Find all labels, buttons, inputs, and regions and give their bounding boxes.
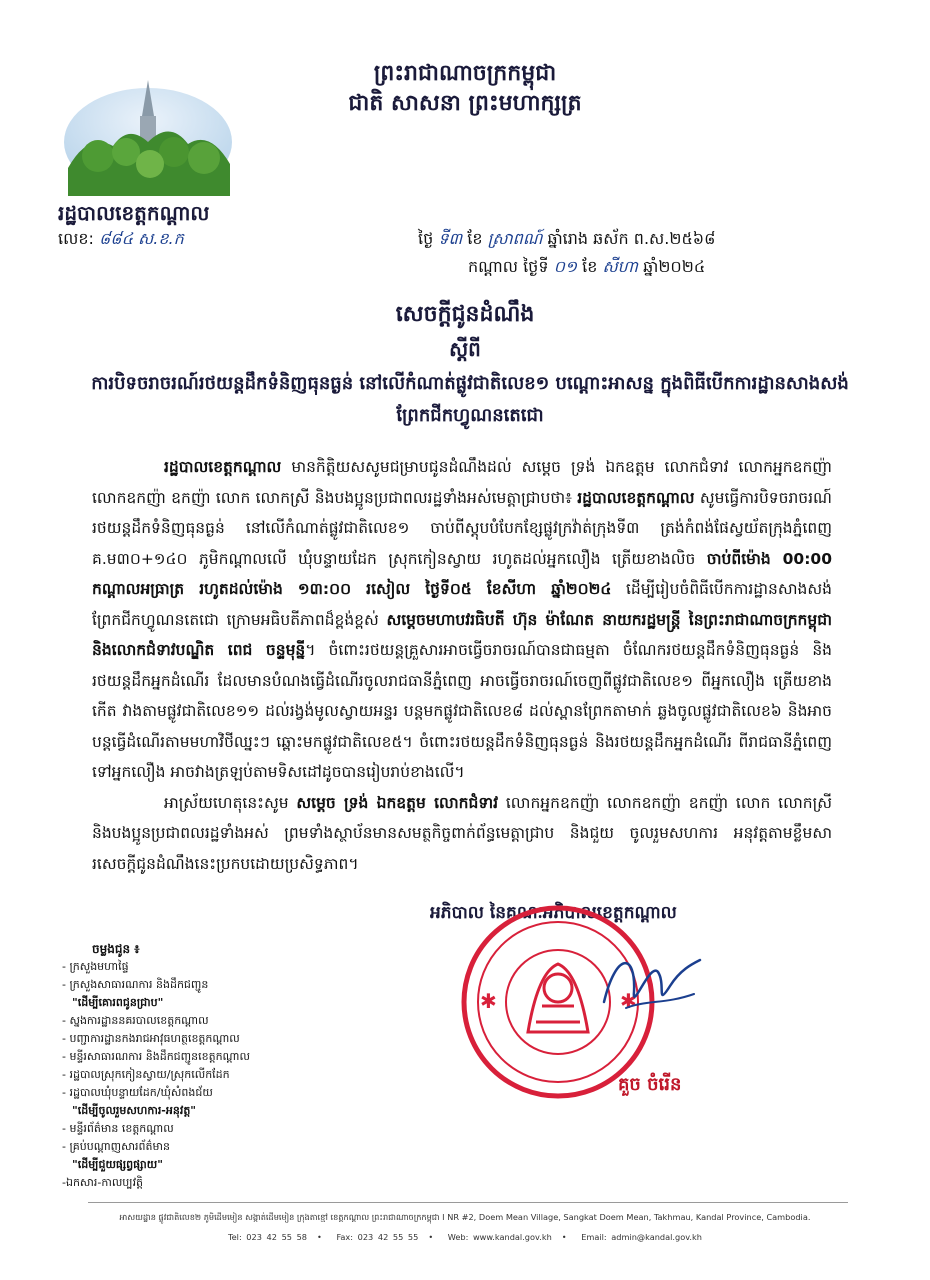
lunar-day-value: ទី៣ [438,229,463,248]
footer-address: អាសយដ្ឋាន ផ្លូវជាតិលេខ២ ភូមិដើមមៀន សង្កាត់ដើមមៀន ក្រុងតាខ្មៅ ខេត្តកណ្តាល ព្រះរាជាណាចក្រកម្ពុជា I NR #2, Doem Mean Village, Sangkat Doem Mean, Takhmau, Kandal Province, Cambodia. [119,1212,811,1222]
lunar-date [418,228,715,252]
lunar-month-value: ស្រាពណ៍ [487,229,543,248]
body-text-c: ដើម្បីរៀបចំពិធីបើកការដ្ឋានសាងសង់ព្រែកជីកហ្វូណនតេជោ ក្រោមអធិបតីភាពដ៏ខ្ពង់ខ្ពស់ [92,580,832,629]
signer-title: អភិបាល នៃគណៈអភិបាលខេត្តកណ្តាល [430,903,677,923]
cc-group-label: "ដើម្បីជួយផ្សព្វផ្សាយ" [72,1158,163,1171]
kingdom-name: ព្រះរាជាណាចក្រកម្ពុជា [373,60,557,86]
document-type: សេចក្តីជូនដំណឹង [395,301,535,327]
body-lead-org: រដ្ឋបាលខេត្តកណ្តាល [164,458,282,476]
cc-item: - រដ្ឋបាលស្រុកកៀនស្វាយ/ស្រុកលើកដែក [62,1068,230,1081]
cc-item: - ក្រសួងមហាផ្ទៃ [62,960,129,973]
body2-addressees: សម្តេច ទ្រង់ ឯកឧត្តម លោកជំទាវ [296,793,499,812]
body2-text-c: លោកអ្នកឧកញ៉ា លោកឧកញ៉ា ឧកញ៉ា លោក លោកស្រី និងបងប្អូនប្រជាពលរដ្ឋទាំងអស់ ព្រមទាំងស្ថាប័នមានសមត្ថកិច្ចពាក់ព័ន្ធមេត្តាជ្រាប និងជួយ ចូលរួមសហការ អនុវត្តតាមខ្លឹមសារសេចក្តីជូនដំណឹងនេះប្រកបដោយប្រសិទ្ធភាព។ [92,793,832,873]
body-paragraph-1 [92,452,832,788]
cc-archive: -ឯកសារ-កាលប្បវត្តិ [62,1176,144,1189]
cc-group-label: "ដើម្បីចូលរួមសហការ-អនុវត្ត" [72,1104,197,1117]
solar-year: ឆ្នាំ២០២៤ [643,257,706,276]
cc-item: - រដ្ឋបាលឃុំបន្ទាយដែក/ឃុំសំពងជ័យ [62,1086,213,1099]
body-paragraph-2 [92,788,832,880]
closure-time: ចាប់ពីម៉ោង 00:00 កណ្តាលអធ្រាត្រ រហូតដល់ម៉ោង ១៣:០០ រសៀល ថ្ងៃទី០៥ ខែសីហា ឆ្នាំ២០២៤ [92,549,832,598]
cc-list [62,940,352,1192]
cc-item: - បញ្ជាការដ្ឋានកងរាជអាវុធហត្ថខេត្តកណ្តាល [62,1032,240,1045]
cc-item: - ក្រសួងសាធារណការ និងដឹកជញ្ជូន [62,978,209,991]
footer-web: Web: www.kandal.gov.kh [447,1232,552,1242]
presiding-officials: សម្តេចមហាបវរធិបតី ហ៊ុន ម៉ាណែត នាយករដ្ឋមន្ត្រី នៃព្រះរាជាណាចក្រកម្ពុជា និងលោកជំទាវបណ្ឌិត ពេជ ចន្ទមុន្នី [92,610,832,659]
cc-group-label: "ដើម្បីគោរពជូនជ្រាប" [72,996,164,1009]
lunar-day-label: ថ្ងៃ [418,229,434,248]
footer-divider [88,1202,848,1203]
lunar-month-label: ខែ [467,229,483,248]
footer-email: Email: admin@kandal.gov.kh [581,1232,702,1242]
cc-item: - ស្នងការដ្ឋាននគរបាលខេត្តកណ្តាល [62,1014,209,1027]
reference-value: ៨៨៤ ស.ខ.ក [98,229,184,248]
handwritten-signature [596,942,706,1022]
body-text-d: ។ ចំពោះរថយន្តគ្រួសារអាចធ្វើចរាចរណ៍បានជាធម្មតា ចំណែករថយន្តដឹកទំនិញធុនធ្ងន់ និងរថយន្តដឹកអ្នកដំណើរ ដែលមានបំណងធ្វើដំណើរចូលរាជធានីភ្នំពេញ អាចធ្វើចរាចរណ៍ចេញពីផ្លូវជាតិលេខ១ ពីអ្នកលឿង ត្រើយខាងកើត វាងតាមផ្លូវជាតិលេខ១១ ដល់រង្វង់មូលស្វាយអន្ទរ បន្តមកផ្លូវជាតិលេខ៨ ដល់ស្ពានព្រែកតាមាក់ ឆ្លងចូលផ្លូវជាតិលេខ៦ និងអាចបន្តធ្វើដំណើរតាមមហាវិថីឈ្នះៗ ឆ្ពោះមកផ្លូវជាតិលេខ៥។ ចំពោះរថយន្តដឹកទំនិញធុនធ្ងន់ និងរថយន្តដឹកអ្នកដំណើរ ពីរាជធានីភ្នំពេញទៅអ្នកលឿង អាចវាងត្រឡប់តាមទិសដៅដូចបានរៀបរាប់ខាងលើ។ [92,641,832,781]
cc-item: - មន្ទីរព័ត៌មាន ខេត្តកណ្តាល [62,1122,174,1135]
footer-fax: Fax: 023 42 55 55 [336,1232,419,1242]
cc-header: ចម្លងជូន ៖ [92,942,140,956]
reference-number [58,228,184,252]
subject-label: ស្តីពី [449,337,481,361]
reference-label: លេខ: [58,229,94,248]
solar-month-value: សីហា [602,257,638,276]
national-motto: ជាតិ សាសនា ព្រះមហាក្សត្រ [348,90,582,116]
subject-title: ការបិទចរាចរណ៍រថយន្តដឹកទំនិញធុនធ្ងន់ នៅលើកំណាត់ផ្លូវជាតិលេខ១ បណ្តោះអាសន្ន ក្នុងពិធីបើកការដ្ឋានសាងសង់ព្រែកជីកហ្វូណនតេជោ [91,373,849,426]
cc-item: - មន្ទីរសាធារណការ និងដឹកជញ្ជូនខេត្តកណ្តាល [62,1050,250,1063]
issuing-organization: រដ្ឋបាលខេត្តកណ្តាល [58,201,210,225]
solar-place: កណ្តាល [468,257,518,276]
svg-text:✱: ✱ [620,989,637,1013]
solar-day-label: ថ្ងៃទី [523,257,549,276]
provincial-logo [58,72,238,196]
footer-contacts: Tel: 023 42 55 58 • Fax: 023 42 55 55 • Web: www.kandal.gov.kh • Email: admin@kandal.gov.kh [228,1232,702,1242]
solar-month-label: ខែ [582,257,598,276]
notice-body [92,452,832,879]
footer-tel: Tel: 023 42 55 58 [228,1232,308,1242]
solar-date [468,256,705,280]
body-lead-org-2: រដ្ឋបាលខេត្តកណ្តាល [577,488,695,507]
cc-item: - គ្រប់បណ្តាញសារព័ត៌មាន [62,1140,170,1153]
body2-text-a: អាស្រ័យហេតុនេះសូម [164,793,297,812]
svg-text:✱: ✱ [480,989,497,1013]
lunar-date-rest: ឆ្នាំរោង ឆស័ក ព.ស.២៥៦៨ [547,229,716,248]
body-text-b: សូមធ្វើការបិទចរាចរណ៍រថយន្តដឹកទំនិញធុនធ្ងន់ នៅលើកំណាត់ផ្លូវជាតិលេខ១ ចាប់ពីស្តុបបំបែកខ្សែផ្លូវក្រវ៉ាត់ក្រុងទី៣ ត្រង់កំពង់ផែស្វយ័តក្រុងភ្នំពេញ គ.ម៣០+១៤០ ភូមិកណ្តាលលើ ឃុំបន្ទាយដែក ស្រុកកៀនស្វាយ រហូតដល់អ្នកលឿង ត្រើយខាងលិច [92,488,832,568]
solar-day-value: ០១ [553,257,578,276]
signer-name: គួច ចំរើន [618,1074,682,1095]
body-text-a: មានកិត្តិយសសូមជម្រាបជូនដំណឹងដល់ សម្តេច ទ្រង់ ឯកឧត្តម លោកជំទាវ លោកអ្នកឧកញ៉ា លោកឧកញ៉ា ឧកញ៉ា លោក លោកស្រី និងបងប្អូនប្រជាពលរដ្ឋទាំងអស់មេត្តាជ្រាបថា៖ [92,458,832,507]
